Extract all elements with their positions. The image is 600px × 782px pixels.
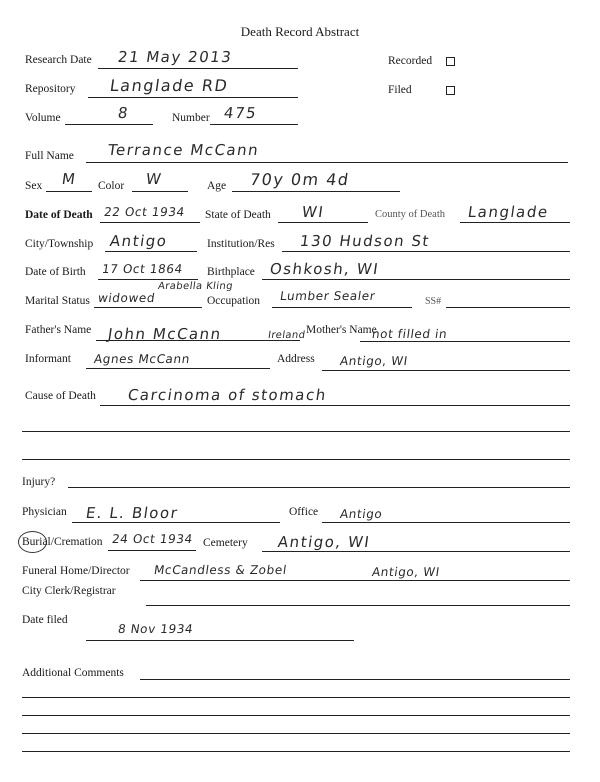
injury-line — [68, 487, 570, 488]
informant-line — [86, 368, 270, 369]
city-township-line — [105, 251, 197, 252]
color-label: Color — [98, 180, 125, 192]
office-label: Office — [289, 506, 319, 518]
volume-value: 8 — [116, 104, 131, 122]
address-label: Address — [277, 353, 315, 365]
repository-label: Repository — [25, 83, 76, 95]
color-line — [132, 191, 188, 192]
spouse-note: Arabella Kling — [157, 281, 234, 292]
birthplace-value: Oshkosh, WI — [268, 260, 381, 278]
city-township-value: Antigo — [108, 232, 169, 250]
marital-status-label: Marital Status — [25, 295, 90, 307]
additional-comments-label: Additional Comments — [22, 667, 124, 679]
address-value: Antigo, WI — [339, 354, 409, 368]
funeral-home-label: Funeral Home/Director — [22, 565, 130, 577]
occupation-value: Lumber Sealer — [279, 289, 377, 303]
date-of-death-value: 22 Oct 1934 — [103, 205, 186, 219]
burial-cremation-label: Burial/Cremation — [22, 536, 103, 548]
institution-res-value: 130 Hudson St — [298, 232, 432, 250]
city-clerk-label: City Clerk/Registrar — [22, 585, 116, 597]
cause-of-death-label: Cause of Death — [25, 390, 96, 402]
cause-of-death-line-1 — [100, 405, 570, 406]
cause-of-death-value: Carcinoma of stomach — [126, 386, 329, 404]
birthplace-line — [262, 279, 570, 280]
mothers-name-value: not filled in — [371, 327, 449, 341]
comments-line-1 — [140, 679, 570, 680]
burial-date-line — [108, 550, 196, 551]
fathers-name-label: Father's Name — [25, 324, 92, 336]
cemetery-value: Antigo, WI — [276, 533, 372, 551]
age-value: 70y 0m 4d — [248, 170, 351, 189]
mothers-name-line — [360, 341, 570, 342]
state-of-death-label: State of Death — [205, 209, 271, 221]
birthplace-label: Birthplace — [207, 266, 255, 278]
date-filed-label: Date filed — [22, 614, 68, 626]
occupation-label: Occupation — [207, 295, 261, 307]
date-of-birth-value: 17 Oct 1864 — [101, 262, 184, 276]
recorded-checkbox[interactable] — [446, 57, 455, 66]
date-of-birth-label: Date of Birth — [25, 266, 86, 278]
state-of-death-value: WI — [300, 203, 326, 221]
age-label: Age — [207, 180, 227, 192]
fathers-name-value: John McCann — [106, 325, 224, 343]
sex-value: M — [60, 170, 78, 188]
mothers-name-label: Mother's Name — [306, 324, 377, 336]
institution-res-line — [282, 251, 570, 252]
occupation-line — [272, 307, 412, 308]
number-value: 475 — [222, 104, 259, 122]
filed-label: Filed — [388, 84, 412, 96]
age-line — [232, 191, 400, 192]
address-line — [322, 370, 570, 371]
fathers-origin-value: Ireland — [267, 330, 307, 341]
funeral-home-value: McCandless & Zobel — [153, 563, 288, 577]
injury-label: Injury? — [22, 476, 56, 488]
sex-line — [46, 191, 92, 192]
county-of-death-label: County of Death — [375, 209, 445, 220]
cause-of-death-line-2 — [22, 431, 570, 432]
state-of-death-line — [278, 222, 368, 223]
research-date-value: 21 May 2013 — [116, 48, 234, 66]
research-date-label: Research Date — [25, 54, 92, 66]
comments-line-4 — [22, 733, 570, 734]
city-clerk-line — [146, 605, 570, 606]
ssn-label: SS# — [425, 296, 442, 307]
institution-res-label: Institution/Res — [207, 238, 275, 250]
number-line — [210, 124, 298, 125]
marital-status-value: widowed — [97, 291, 157, 305]
comments-line-3 — [22, 715, 570, 716]
office-line — [322, 522, 570, 523]
volume-label: Volume — [25, 112, 61, 124]
date-filed-value: 8 Nov 1934 — [117, 622, 195, 636]
marital-status-line — [94, 307, 202, 308]
date-of-death-line — [100, 222, 200, 223]
repository-value: Langlade RD — [108, 76, 230, 95]
comments-line-5 — [22, 751, 570, 752]
repository-line — [88, 97, 298, 98]
color-value: W — [144, 170, 164, 188]
date-of-birth-line — [98, 279, 198, 280]
county-of-death-line — [460, 222, 570, 223]
funeral-home-city-value: Antigo, WI — [371, 565, 441, 579]
volume-line — [65, 124, 153, 125]
office-value: Antigo — [339, 507, 384, 521]
cemetery-line — [262, 551, 570, 552]
filed-checkbox[interactable] — [446, 86, 455, 95]
funeral-home-line — [140, 580, 570, 581]
full-name-value: Terrance McCann — [106, 141, 261, 159]
full-name-line — [86, 162, 568, 163]
physician-value: E. L. Bloor — [84, 504, 180, 522]
cemetery-label: Cemetery — [203, 537, 248, 549]
physician-label: Physician — [22, 506, 67, 518]
research-date-line — [98, 68, 298, 69]
date-of-death-label: Date of Death — [25, 209, 93, 221]
sex-label: Sex — [25, 180, 43, 192]
full-name-label: Full Name — [25, 150, 74, 162]
date-filed-line — [86, 640, 354, 641]
comments-line-2 — [22, 697, 570, 698]
cause-of-death-line-3 — [22, 459, 570, 460]
page-title: Death Record Abstract — [240, 24, 360, 39]
burial-date-value: 24 Oct 1934 — [111, 532, 194, 546]
physician-line — [72, 522, 280, 523]
city-township-label: City/Township — [25, 238, 94, 250]
county-of-death-value: Langlade — [466, 203, 550, 221]
ssn-line — [446, 307, 570, 308]
recorded-label: Recorded — [388, 55, 433, 67]
informant-value: Agnes McCann — [93, 352, 191, 366]
number-label: Number — [172, 112, 210, 124]
informant-label: Informant — [25, 353, 71, 365]
